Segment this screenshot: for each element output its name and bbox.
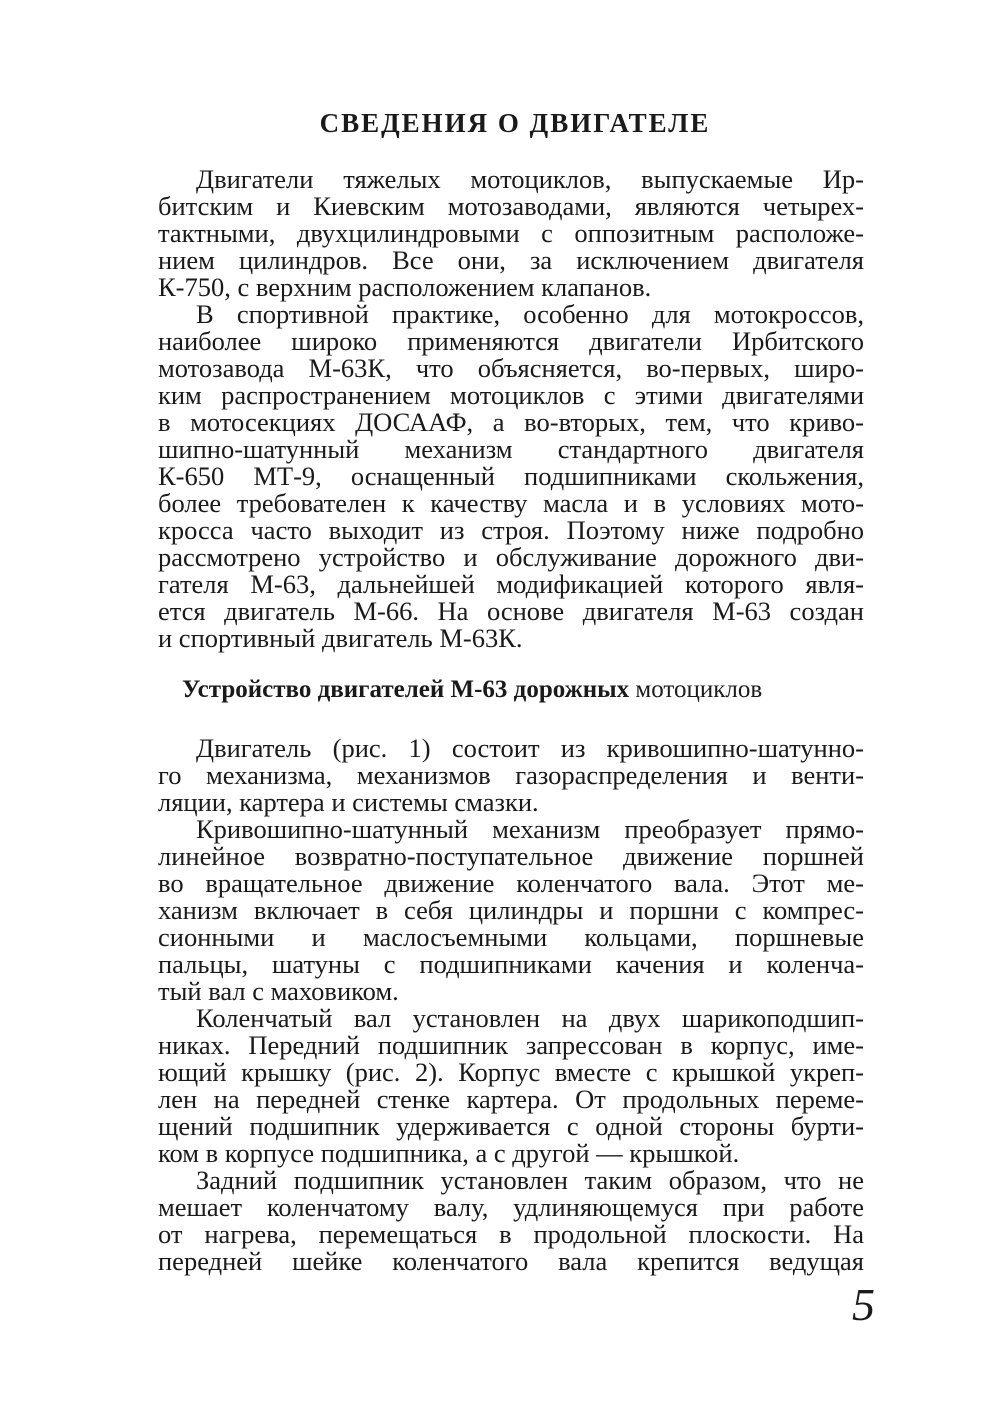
text-line: шипно-шатунный механизм стандартного двигателя bbox=[158, 434, 864, 464]
page-title: СВЕДЕНИЯ О ДВИГАТЕЛЕ bbox=[319, 108, 711, 138]
subheading-bold: Устройство двигателей М-63 дорожных bbox=[182, 676, 630, 703]
text-line: более требователен к качеству масла и в условиях мото- bbox=[158, 488, 864, 518]
text-line: мотозавода М-63К, что объясняется, во-первых, широ- bbox=[158, 353, 864, 383]
text-line: ется двигатель М-66. На основе двигателя М-63 создан bbox=[158, 596, 864, 626]
text-line: ляции, картера и системы смазки. bbox=[158, 787, 539, 817]
text-line: мешает коленчатому валу, удлиняющемуся при работе bbox=[158, 1192, 864, 1222]
text-line: во вращательное движение коленчатого вала. Этот ме- bbox=[158, 868, 864, 898]
text-line: гателя М-63, дальнейшей модификацией которого явля- bbox=[158, 569, 864, 599]
text-line: ханизм включает в себя цилиндры и поршни с компрес- bbox=[158, 895, 864, 925]
text-line: лен на передней стенке картера. От продольных переме- bbox=[158, 1084, 864, 1114]
text-line: го механизма, механизмов газораспределения и венти- bbox=[158, 760, 864, 790]
text-line: передней шейке коленчатого вала крепится ведущая bbox=[158, 1246, 864, 1276]
text-line: кросса часто выходит из строя. Поэтому ниже подробно bbox=[158, 515, 864, 545]
text-line: Задний подшипник установлен таким образом, что не bbox=[196, 1165, 864, 1195]
text-line: ким распространением мотоциклов с этими двигателями bbox=[158, 380, 864, 410]
text-line: тый вал с маховиком. bbox=[158, 976, 399, 1006]
text-line: К-750, с верхним расположением клапанов. bbox=[158, 272, 652, 302]
text-line: битским и Киевским мотозаводами, являются четырех- bbox=[158, 191, 864, 221]
text-line: Двигатель (рис. 1) состоит из кривошипно-шатунно- bbox=[196, 733, 864, 763]
text-line: Кривошипно-шатунный механизм преобразует прямо- bbox=[196, 814, 864, 844]
text-line: сионными и маслосъемными кольцами, поршневые bbox=[158, 922, 864, 952]
section-subheading bbox=[182, 676, 872, 704]
text-line: от нагрева, перемещаться в продольной плоскости. На bbox=[158, 1219, 864, 1249]
page-number: 5 bbox=[852, 1279, 875, 1330]
text-line: щений подшипник удерживается с одной стороны бурти- bbox=[158, 1111, 864, 1141]
text-line: ком в корпусе подшипника, а с другой — крышкой. bbox=[158, 1138, 740, 1168]
text-line: ющий крышку (рис. 2). Корпус вместе с крышкой укреп- bbox=[158, 1057, 864, 1087]
text-line: нием цилиндров. Все они, за исключением двигателя bbox=[158, 245, 864, 275]
text-line: никах. Передний подшипник запрессован в корпус, име- bbox=[158, 1030, 864, 1060]
text-line: линейное возвратно-поступательное движение поршней bbox=[158, 841, 864, 871]
text-line: В спортивной практике, особенно для мотокроссов, bbox=[196, 299, 864, 329]
text-line: наиболее широко применяются двигатели Ирбитского bbox=[158, 326, 864, 356]
text-line: пальцы, шатуны с подшипниками качения и коленча- bbox=[158, 949, 864, 979]
text-line: Двигатели тяжелых мотоциклов, выпускаемые Ир- bbox=[196, 164, 864, 194]
text-line: и спортивный двигатель М-63К. bbox=[158, 623, 523, 653]
subheading-regular: мотоциклов bbox=[629, 676, 763, 703]
text-line: рассмотрено устройство и обслуживание дорожного дви- bbox=[158, 542, 864, 572]
text-line: Коленчатый вал установлен на двух шарикоподшип- bbox=[196, 1003, 864, 1033]
text-line: тактными, двухцилиндровыми с оппозитным расположе- bbox=[158, 218, 864, 248]
text-line: К-650 МТ-9, оснащенный подшипниками скольжения, bbox=[158, 461, 864, 491]
text-line: в мотосекциях ДОСААФ, а во-вторых, тем, что криво- bbox=[158, 407, 864, 437]
